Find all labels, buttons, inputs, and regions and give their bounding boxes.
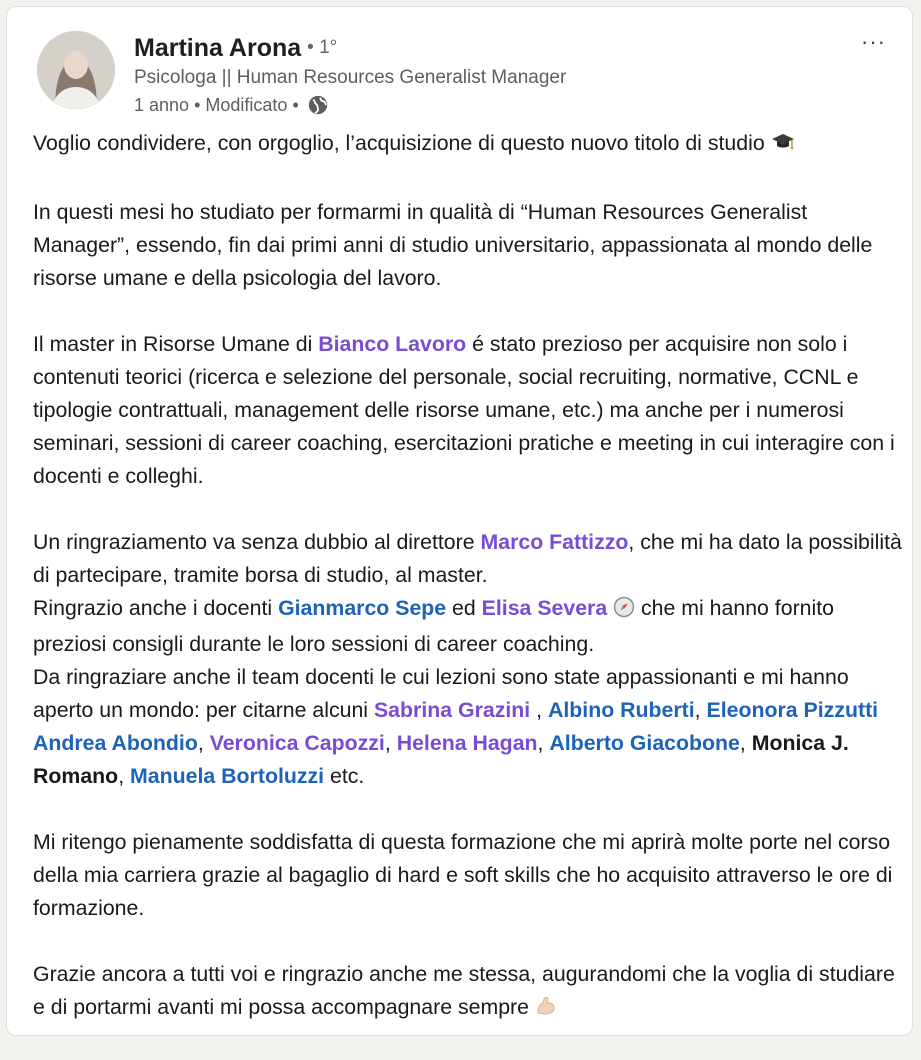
mention-alberto-giacobone[interactable]: Alberto Giacobone — [549, 731, 740, 755]
mention-veronica-capozzi[interactable]: Veronica Capozzi — [209, 731, 385, 755]
compass-icon — [613, 595, 635, 628]
mention-monica-romano[interactable]: Monica J. Romano — [33, 731, 849, 788]
post-meta — [134, 91, 566, 119]
post-header — [134, 31, 566, 119]
mention-manuela-bortoluzzi[interactable]: Manuela Bortoluzzi — [130, 764, 325, 788]
post-paragraph: Un ringraziamento va senza dubbio al direttore Marco Fattizzo, che mi ha dato la possibilità di partecipare, tramite borsa di studio, al master. Ringrazio anche i docenti Gianmarco Sepe ed Elisa Severa che mi hanno fornito preziosi consigli durante le loro sessioni di career coaching. Da ringraziare anche il team docenti le cui lezioni sono state appassionanti e mi hanno aperto un mondo: per citarne alcuni Sabrina Grazini , Albino Ruberti, Eleonora Pizzutti Andrea Abondio, Veronica Capozzi, Helena Hagan, Alberto Giacobone, Monica J. Romano, Manuela Bortoluzzi etc. — [33, 530, 902, 788]
mention-elisa-severa[interactable]: Elisa Severa — [481, 596, 608, 620]
mention-sabrina-grazini[interactable]: Sabrina Grazini — [373, 698, 531, 722]
post-paragraph: Mi ritengo pienamente soddisfatta di questa formazione che mi aprirà molte porte nel corso della mia carriera grazie al bagaglio di hard e soft skills che ho acquisito attraverso le ore di formazione. — [33, 830, 893, 920]
globe-icon — [307, 94, 329, 116]
mention-bianco-lavoro[interactable]: Bianco Lavoro — [318, 332, 467, 356]
post-paragraph: Grazie ancora a tutti voi e ringrazio anche me stessa, augurandomi che la voglia di studiare e di portarmi avanti mi possa accompagnare sempre — [33, 958, 905, 1027]
mention-albino-ruberti[interactable]: Albino Ruberti — [547, 698, 695, 722]
meta-separator: • — [194, 95, 201, 115]
post-card — [6, 6, 913, 1036]
mention-marco-fattizzo[interactable]: Marco Fattizzo — [480, 530, 629, 554]
mention-gianmarco-sepe[interactable]: Gianmarco Sepe — [278, 596, 447, 620]
post-time[interactable]: 1 anno — [134, 95, 190, 115]
connection-degree: • 1° — [307, 37, 338, 58]
flexed-biceps-icon — [535, 994, 557, 1027]
mention-andrea-abondio[interactable]: Andrea Abondio — [33, 731, 198, 755]
author-headline: Psicologa || Human Resources Generalist Manager — [134, 67, 567, 88]
more-options-button[interactable]: ··· — [861, 29, 886, 54]
graduation-cap-icon — [771, 130, 795, 163]
post-paragraph: Il master in Risorse Umane di Bianco Lavoro é stato prezioso per acquisire non solo i contenuti teorici (ricerca e selezione del personale, social recruiting, normative, CCNL e tipologie contrattuali, management delle risorse umane, etc.) ma anche per i numerosi seminari, sessioni di career coaching, esercitazioni pratiche e meeting in cui interagire con i docenti e colleghi. — [33, 332, 895, 488]
meta-separator: • — [292, 95, 299, 115]
mention-eleonora-pizzutti[interactable]: Eleonora Pizzutti — [706, 698, 879, 722]
post-body — [33, 127, 905, 1060]
post-paragraph: Voglio condividere, con orgoglio, l’acquisizione di questo nuovo titolo di studio — [33, 127, 905, 163]
avatar[interactable] — [37, 31, 115, 109]
post-paragraph: In questi mesi ho studiato per formarmi in qualità di “Human Resources Generalist Manager”, essendo, fin dai primi anni di studio universitario, appassionata al mondo delle risorse umane e della psicologia del lavoro. — [33, 200, 873, 290]
edited-label: Modificato — [205, 95, 288, 115]
author-name[interactable]: Martina Arona — [134, 33, 302, 62]
mention-helena-hagan[interactable]: Helena Hagan — [396, 731, 538, 755]
